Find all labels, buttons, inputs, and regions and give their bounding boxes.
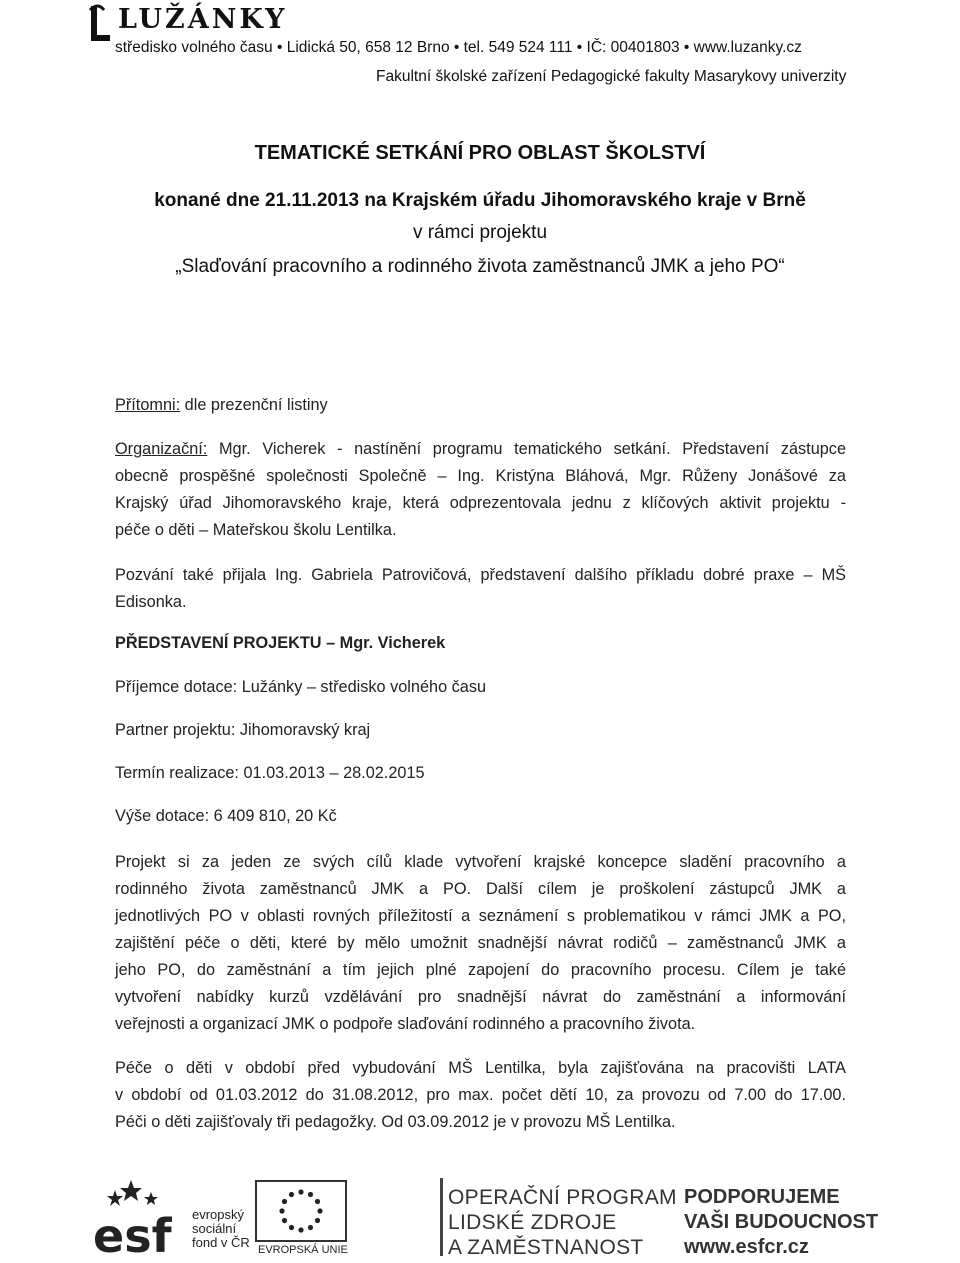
eu-label: EVROPSKÁ UNIE: [258, 1244, 348, 1256]
esf-caption: [192, 1208, 250, 1250]
eu-star-icon: [298, 1189, 303, 1194]
op-divider: [440, 1178, 443, 1256]
eu-star-icon: [317, 1208, 322, 1213]
project-name: „Slaďování pracovního a rodinného života zaměstnanců JMK a jeho PO“: [175, 256, 785, 277]
document-title: TEMATICKÉ SETKÁNÍ PRO OBLAST ŠKOLSTVÍ: [254, 142, 706, 164]
held-line: konané dne 21.11.2013 na Krajském úřadu Jihomoravského kraje v Brně: [154, 190, 806, 211]
partner-line: Partner projektu: Jihomoravský kraj: [115, 721, 371, 739]
invited-line-1: Pozvání také přijala Ing. Gabriela Patrovičová, představení dalšího příkladu dobré praxe – MŠ: [115, 566, 846, 584]
op-program-logo: [448, 1185, 677, 1260]
eu-flag-icon: [255, 1180, 347, 1242]
esf-wordmark: esf: [93, 1209, 172, 1256]
org-line-1: Mgr. Vicherek - nastínění programu tematického setkání. Představení zástupce: [207, 440, 846, 458]
support-slogan: [684, 1185, 878, 1260]
eu-star-icon: [279, 1208, 284, 1213]
org-label: Organizační:: [115, 440, 208, 458]
eu-star-icon: [298, 1227, 303, 1232]
eu-star-icon: [282, 1218, 287, 1223]
term-line: Termín realizace: 01.03.2013 – 28.02.2015: [115, 764, 425, 782]
eu-star-icon: [308, 1225, 313, 1230]
support-line: PODPORUJEME: [684, 1186, 840, 1208]
para2-line: Péče o děti v období před vybudování MŠ Lentilka, byla zajišťována na pracovišti LATA: [115, 1059, 846, 1077]
header-contact-line: středisko volného času • Lidická 50, 658 12 Brno • tel. 549 524 111 • IČ: 00401803 • www.luzanky.cz: [115, 39, 802, 56]
luzanky-logo-icon: [88, 4, 118, 44]
eu-star-icon: [289, 1225, 294, 1230]
support-line: VAŠI BUDOUCNOST: [684, 1211, 879, 1233]
project-intro: v rámci projektu: [412, 222, 548, 243]
op-line: A ZAMĚSTNANOST: [448, 1236, 644, 1259]
para1-line: veřejnosti a organizací JMK o podpoře slaďování rodinného a pracovního života.: [115, 1015, 696, 1033]
para1-line: rodinného života zaměstnanců JMK a PO. Další cílem je proškolení zástupců JMK a: [115, 880, 846, 898]
project-description-paragraph: [115, 849, 846, 1038]
para2-line: Péči o děti zajišťovaly tři pedagožky. Od 03.09.2012 je v provozu MŠ Lentilka.: [115, 1113, 676, 1131]
invited-line-2: Edisonka.: [115, 593, 187, 611]
org-line-2: obecně prospěšné společnosti Společně – Ing. Kristýna Bláhová, Mgr. Růženy Jonášové za: [115, 467, 846, 485]
organizational-paragraph: [115, 436, 846, 544]
op-line: OPERAČNÍ PROGRAM: [448, 1186, 677, 1209]
esf-caption-line: sociální: [192, 1221, 237, 1236]
para1-line: Projekt si za jeden ze svých cílů klade vytvoření krajské koncepce sladění pracovního a: [115, 853, 846, 871]
eu-star-icon: [289, 1192, 294, 1197]
invited-paragraph: [115, 562, 846, 616]
eu-star-icon: [282, 1199, 287, 1204]
support-link[interactable]: www.esfcr.cz: [684, 1236, 809, 1258]
org-line-3: Krajský úřad Jihomoravského kraje, která odprezentovala jednu z klíčových aktivit projektu -: [115, 494, 846, 512]
esf-caption-line: fond v ČR: [192, 1235, 250, 1250]
eu-star-icon: [308, 1192, 313, 1197]
para1-line: jeho PO, do zaměstnání a tím jejich plné zapojení do pracovního procesu. Cílem je také: [115, 961, 846, 979]
present-line: [115, 396, 328, 415]
amount-line: Výše dotace: 6 409 810, 20 Kč: [115, 807, 337, 825]
para2-line: v období od 01.03.2012 do 31.08.2012, pro max. počet dětí 10, za provozu od 7.00 do 17.00.: [115, 1086, 846, 1104]
section-heading: PŘEDSTAVENÍ PROJEKTU – Mgr. Vicherek: [115, 634, 446, 652]
para1-line: zajištění péče o děti, které by mělo umožnit snadnější návrat rodičů – zaměstnanců JMK a: [115, 934, 846, 952]
para1-line: vytvoření nabídky kurzů vzdělávání pro snadnější návrat do zaměstnání a informování: [115, 988, 846, 1006]
present-value: dle prezenční listiny: [180, 396, 328, 414]
recipient-line: Příjemce dotace: Lužánky – středisko volného času: [115, 678, 487, 696]
present-label: Přítomni:: [115, 396, 181, 414]
para1-line: jednotlivých PO v oblasti rovných příležitostí a seznámení s problematikou v rámci JMK a PO,: [115, 907, 846, 925]
org-line-4: péče o děti – Mateřskou školu Lentilka.: [115, 521, 397, 539]
op-line: LIDSKÉ ZDROJE: [448, 1211, 617, 1234]
esf-logo: [93, 1176, 188, 1261]
esf-caption-line: evropský: [192, 1207, 245, 1222]
eu-star-icon: [315, 1218, 320, 1223]
eu-star-icon: [315, 1199, 320, 1204]
logo-wordmark: LUŽÁNKY: [118, 4, 288, 35]
header-subtitle: Fakultní školské zařízení Pedagogické fakulty Masarykovy univerzity: [376, 68, 847, 85]
childcare-paragraph: [115, 1055, 846, 1136]
